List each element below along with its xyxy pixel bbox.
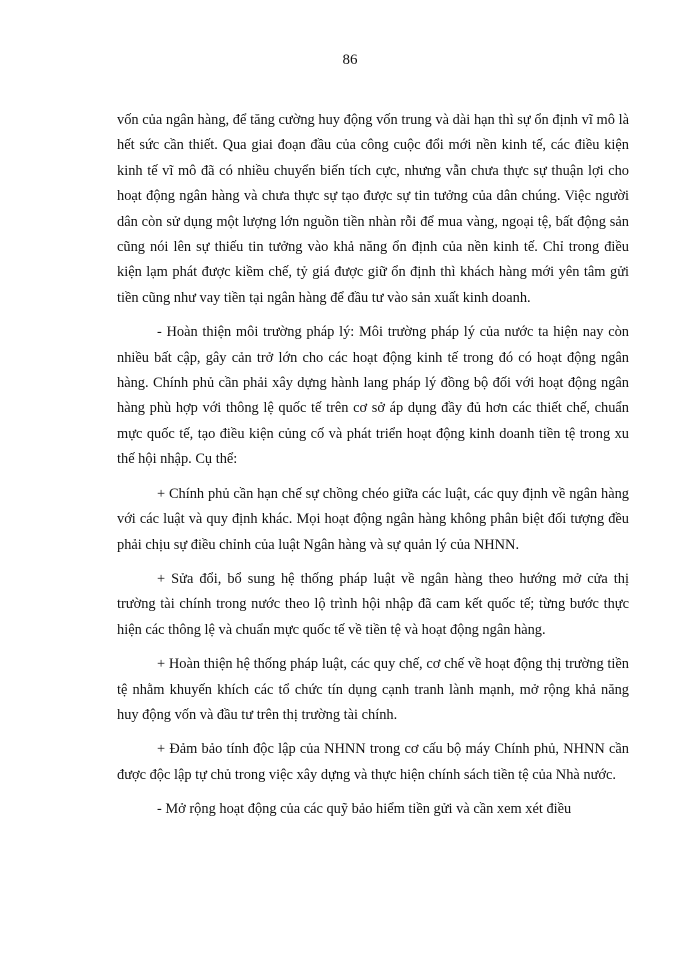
paragraph-central-bank-independence: + Đảm bảo tính độc lập của NHNN trong cơ cấu bộ máy Chính phủ, NHNN cần được độc lập tự chủ trong việc xây dựng và thực hiện chính sách tiền tệ của Nhà nước. (117, 741, 629, 783)
paragraph-amend-laws: + Sửa đổi, bổ sung hệ thống pháp luật về ngân hàng theo hướng mở cửa thị trường tài chính trong nước theo lộ trình hội nhập đã cam kết quốc tế; từng bước thực hiện các thông lệ và chuẩn mực quốc tế về tiền tệ và hoạt động ngân hàng. (117, 570, 629, 638)
paragraph-money-market: + Hoàn thiện hệ thống pháp luật, các quy chế, cơ chế về hoạt động thị trường tiền tệ nhằm khuyến khích các tổ chức tín dụng cạnh tranh lành mạnh, mở rộng khả năng huy động vốn và đầu tư trên thị trường tài chính. (117, 656, 629, 723)
paragraph-deposit-insurance: - Mở rộng hoạt động của các quỹ bảo hiểm tiền gửi và cần xem xét điều (157, 801, 572, 818)
paragraph-overlap-regulations: + Chính phủ cần hạn chế sự chồng chéo giữa các luật, các quy định về ngân hàng với các luật và quy định khác. Mọi hoạt động ngân hàng không phân biệt đối tượng đều phải chịu sự điều chỉnh của luật Ngân hàng và sự quản lý của NHNN. (117, 485, 629, 553)
page-number: 86 (342, 52, 358, 68)
body-text (117, 108, 629, 823)
paragraph-legal-environment: - Hoàn thiện môi trường pháp lý: Môi trường pháp lý của nước ta hiện nay còn nhiều bất cập, gây cản trở lớn cho các hoạt động kinh tế trong đó có hoạt động ngân hàng. Chính phủ cần phải xây dựng hành lang pháp lý đồng bộ đối với hoạt động ngân hàng phù hợp với thông lệ quốc tế trên cơ sở áp dụng đầy đủ hơn các thiết chế, chuẩn mực quốc tế, tạo điều kiện củng cố và phát triển hoạt động kinh doanh tiền tệ trong xu thế hội nhập. Cụ thể: (117, 324, 629, 468)
paragraph-intro: vốn của ngân hàng, để tăng cường huy động vốn trung và dài hạn thì sự ổn định vĩ mô là hết sức cần thiết. Qua giai đoạn đầu của công cuộc đổi mới nền kinh tế, các điều kiện kinh tế vĩ mô đã có nhiều chuyển biến tích cực, nhưng vẫn chưa thực sự thuận lợi cho hoạt động ngân hàng và chưa thực sự tạo được sự tin tưởng của dân chúng. Việc người dân còn sử dụng một lượng lớn nguồn tiền nhàn rỗi để mua vàng, ngoại tệ, bất động sản cũng nói lên sự thiếu tin tưởng vào khả năng ổn định của nền kinh tế. Chỉ trong điều kiện lạm phát được kiềm chế, tỷ giá được giữ ổn định thì khách hàng mới yên tâm gửi tiền cũng như vay tiền tại ngân hàng để đầu tư vào sản xuất kinh doanh. (117, 112, 629, 306)
